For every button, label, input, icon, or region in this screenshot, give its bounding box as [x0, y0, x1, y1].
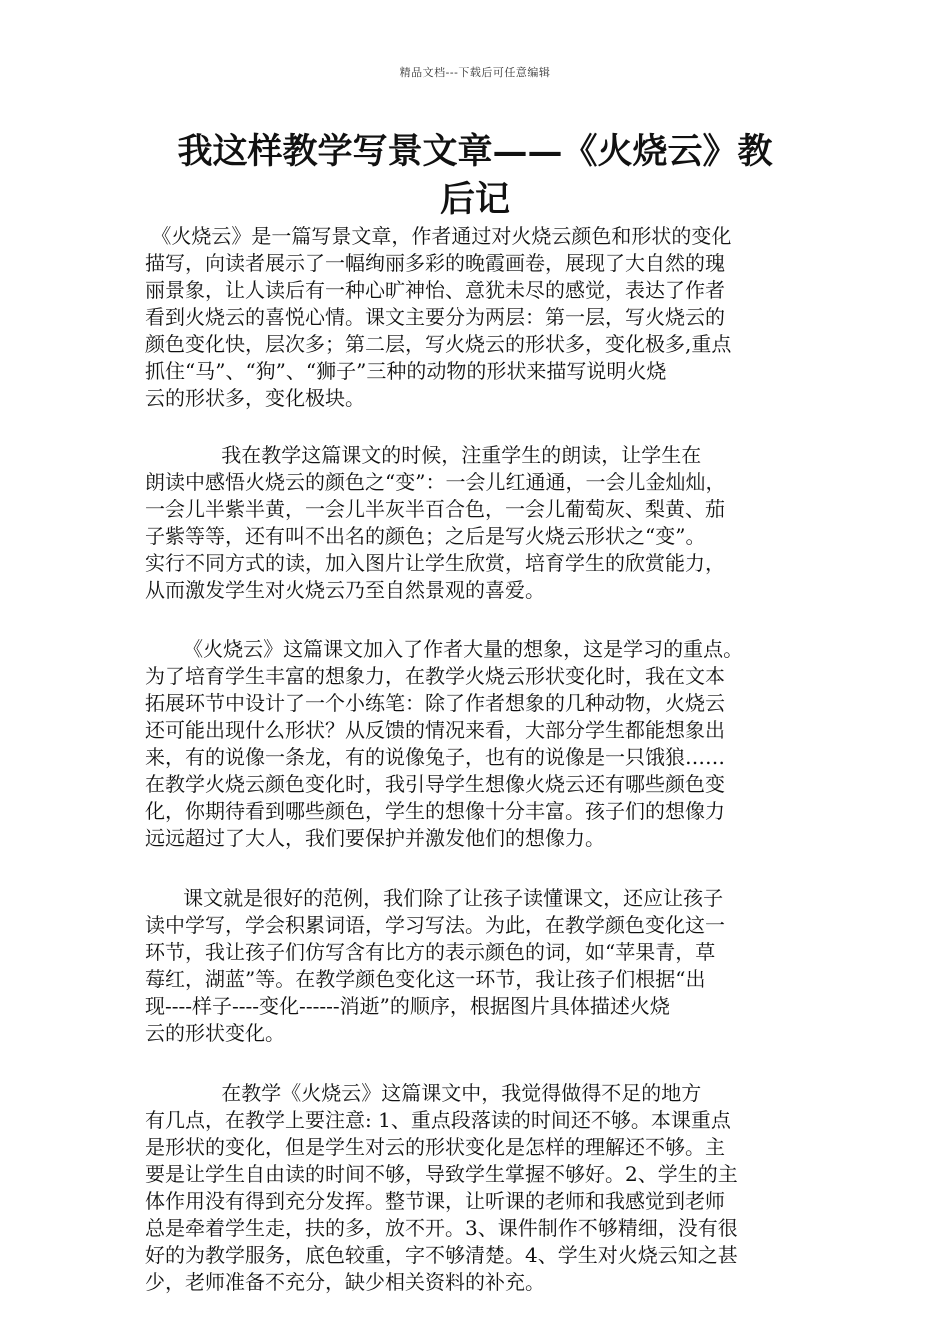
text-line: 一会儿半紫半黄，一会儿半灰半百合色，一会儿葡萄灰、梨黄、茄 — [145, 497, 725, 521]
text-line: 读中学写，学会积累词语，学习写法。为此，在教学颜色变化这一 — [145, 913, 725, 937]
text-line: 我在教学这篇课文的时候，注重学生的朗读，让学生在 — [145, 443, 702, 467]
paragraph-2 — [145, 442, 810, 604]
text-line: 颜色变化快，层次多；第二层，写火烧云的形状多，变化极多,重点 — [145, 332, 732, 356]
text-line: 总是牵着学生走，扶的多，放不开。3、课件制作不够精细，没有很 — [145, 1216, 738, 1240]
paragraph-4 — [145, 885, 810, 1047]
text-line: 云的形状变化。 — [145, 1021, 285, 1045]
text-line: 少，老师准备不充分，缺少相关资料的补充。 — [145, 1270, 545, 1294]
text-line: 云的形状多，变化极块。 — [145, 386, 365, 410]
text-line: 描写，向读者展示了一幅绚丽多彩的晚霞画卷，展现了大自然的瑰 — [145, 251, 725, 275]
text-line: 朗读中感悟火烧云的颜色之“变”：一会儿红通通，一会儿金灿灿， — [145, 470, 726, 494]
text-line: 为了培育学生丰富的想象力，在教学火烧云形状变化时，我在文本 — [145, 664, 725, 688]
text-line: 从而激发学生对火烧云乃至自然景观的喜爱。 — [145, 578, 545, 602]
text-line: 拓展环节中设计了一个小练笔：除了作者想象的几种动物，火烧云 — [145, 691, 725, 715]
text-line: 体作用没有得到充分发挥。整节课，让听课的老师和我感觉到老师 — [145, 1189, 725, 1213]
paragraph-5 — [145, 1080, 810, 1296]
text-line: 现----样子----变化------消逝”的顺序，根据图片具体描述火烧 — [145, 994, 670, 1018]
document-body — [145, 223, 810, 1330]
text-line: 丽景象，让人读后有一种心旷神怡、意犹未尽的感觉，表达了作者 — [145, 278, 725, 302]
text-line: 远远超过了大人，我们要保护并激发他们的想像力。 — [145, 826, 605, 850]
text-line: 课文就是很好的范例，我们除了让孩子读懂课文，还应让孩子 — [145, 886, 724, 910]
text-line: 是形状的变化，但是学生对云的形状变化是怎样的理解还不够。主 — [145, 1135, 725, 1159]
title-line: 后记 — [439, 179, 510, 220]
header-note: 精品文档---下载后可任意编辑 — [399, 66, 551, 79]
text-line: 莓红，湖蓝”等。在教学颜色变化这一环节，我让孩子们根据“出 — [145, 967, 706, 991]
text-line: 实行不同方式的读，加入图片让学生欣赏，培育学生的欣赏能力， — [145, 551, 725, 575]
text-line: 看到火烧云的喜悦心情。课文主要分为两层：第一层，写火烧云的 — [145, 305, 725, 329]
text-line: 好的为教学服务，底色较重，字不够清楚。4、学生对火烧云知之甚 — [145, 1243, 738, 1267]
text-line: 抓住“马”、“狗”、“狮子”三种的动物的形状来描写说明火烧 — [145, 359, 667, 383]
text-line: 子紫等等，还有叫不出名的颜色；之后是写火烧云形状之“变”。 — [145, 524, 706, 548]
text-line: 《火烧云》这篇课文加入了作者大量的想象，这是学习的重点。 — [145, 637, 744, 661]
text-line: 环节，我让孩子们仿写含有比方的表示颜色的词，如“苹果青，草 — [145, 940, 716, 964]
paragraph-1 — [145, 223, 810, 412]
text-line: 《火烧云》是一篇写景文章，作者通过对火烧云颜色和形状的变化 — [145, 224, 732, 248]
text-line: 还可能出现什么形状？从反馈的情况来看，大部分学生都能想象出 — [145, 718, 725, 742]
title-line: 我这样教学写景文章——《火烧云》教 — [177, 131, 773, 172]
text-line: 要是让学生自由读的时间不够，导致学生掌握不够好。2、学生的主 — [145, 1162, 738, 1186]
document-title — [140, 128, 810, 224]
paragraph-3 — [145, 636, 810, 852]
text-line: 在教学火烧云颜色变化时，我引导学生想像火烧云还有哪些颜色变 — [145, 772, 725, 796]
text-line: 化，你期待看到哪些颜色，学生的想像十分丰富。孩子们的想像力 — [145, 799, 725, 823]
text-line: 有几点，在教学上要注意: 1、重点段落读的时间还不够。本课重点 — [145, 1108, 731, 1132]
text-line: 来，有的说像一条龙，有的说像兔子，也有的说像是一只饿狼…… — [145, 745, 725, 769]
text-line: 在教学《火烧云》这篇课文中，我觉得做得不足的地方 — [145, 1081, 702, 1105]
